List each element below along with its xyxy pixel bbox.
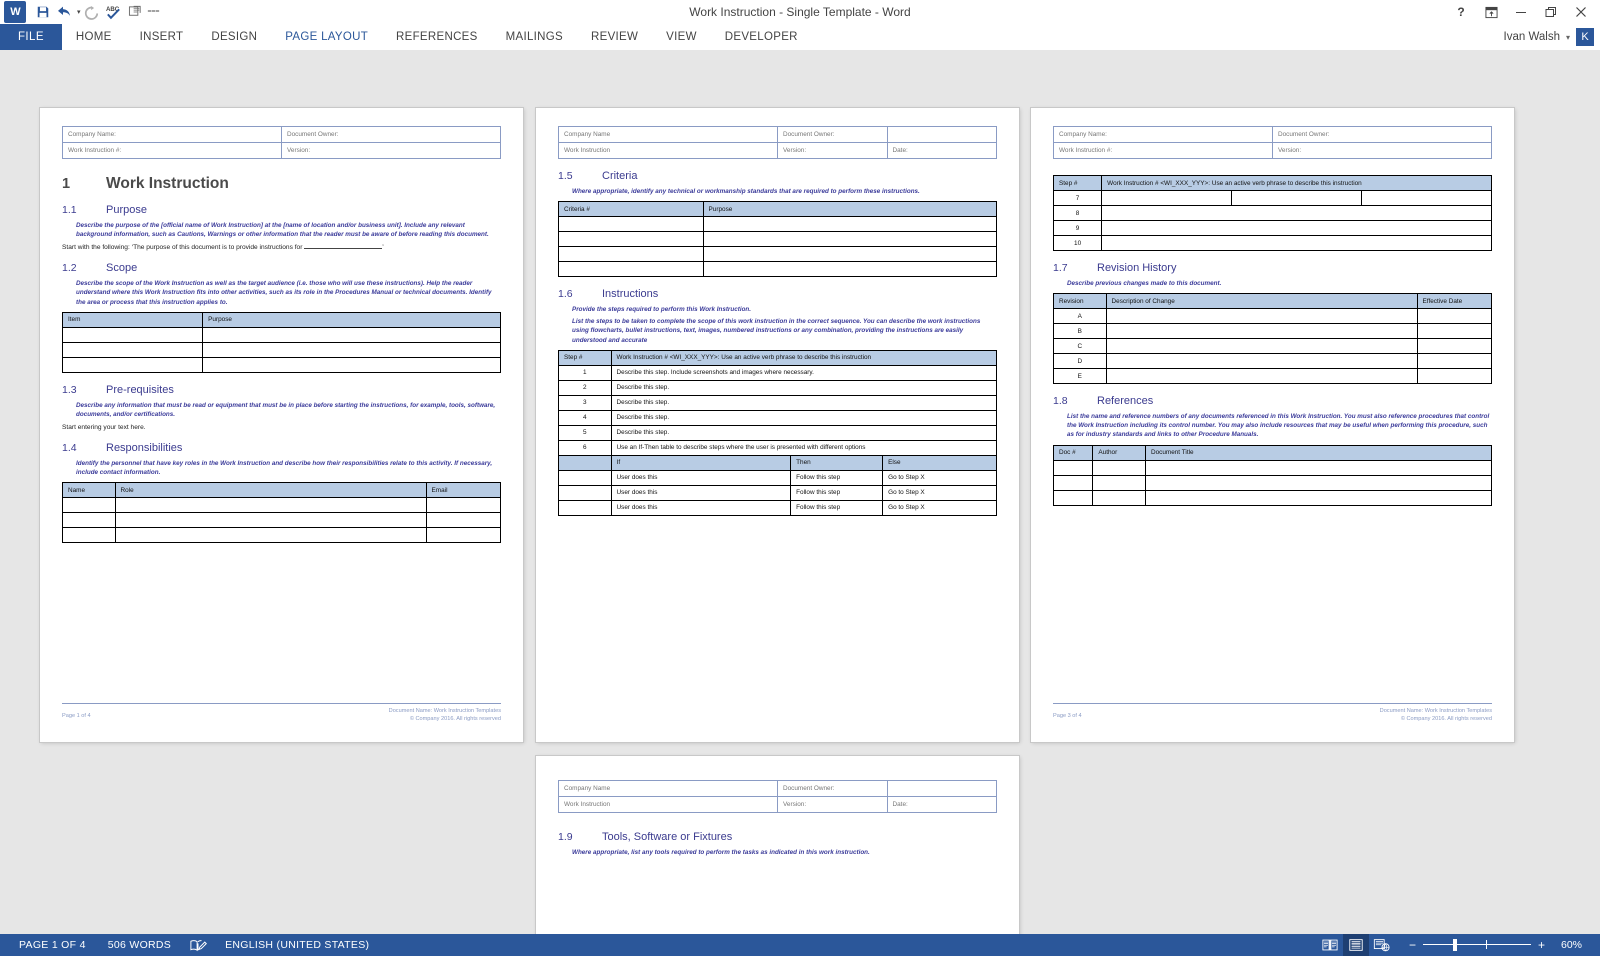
cell[interactable]: [1093, 460, 1146, 475]
heading-text: Pre-requisites: [106, 383, 174, 396]
header-document-owner: Document Owner:: [282, 127, 501, 143]
footer-copyright: © Company 2016. All rights reserved: [1400, 716, 1492, 723]
purpose-body-line: [62, 244, 501, 251]
footer-divider: [62, 703, 501, 704]
cell-step-number[interactable]: 7: [1054, 191, 1102, 206]
web-layout-view-button[interactable]: [1369, 934, 1395, 956]
cell[interactable]: [559, 485, 612, 500]
header-document-owner: Document Owner:: [778, 127, 888, 143]
heading-number: 1.1: [62, 204, 77, 216]
references-table[interactable]: [1053, 445, 1492, 506]
cell-step-text[interactable]: Describe this step.: [611, 410, 996, 425]
cell[interactable]: [1145, 460, 1491, 475]
table-row: [1054, 127, 1492, 143]
table-row[interactable]: [1054, 339, 1492, 354]
table-row[interactable]: [559, 410, 997, 425]
cell[interactable]: [1417, 354, 1491, 369]
document-page-2[interactable]: [536, 108, 1019, 742]
header-blank: [887, 127, 997, 143]
heading-1-1-purpose: [62, 204, 501, 216]
cell[interactable]: [559, 217, 704, 232]
cell-step-number[interactable]: 5: [559, 425, 612, 440]
document-canvas[interactable]: [0, 50, 1600, 856]
cell-step-text[interactable]: Describe this step.: [611, 395, 996, 410]
zoom-out-button[interactable]: −: [1408, 938, 1416, 952]
column-header-revision: Revision: [1054, 294, 1107, 309]
header-version: Version:: [778, 143, 888, 159]
help-button[interactable]: ?: [1457, 5, 1465, 19]
tab-page-layout[interactable]: PAGE LAYOUT: [285, 31, 369, 43]
cell[interactable]: [426, 513, 500, 528]
if-then-else-table[interactable]: [558, 455, 997, 516]
cell[interactable]: [1093, 475, 1146, 490]
cell[interactable]: [1232, 191, 1362, 206]
header-work-instruction: Work Instruction: [559, 797, 778, 813]
cell[interactable]: [115, 498, 426, 513]
cell[interactable]: [1102, 191, 1232, 206]
guidance-text: List the steps to be taken to complete the scope of this work instruction in the correct sequence. You can describe the work instructions using flowcharts, bullet instructions, text, images, numbered instructions or any combination, providing the instructions are easily understood and accurate: [572, 318, 981, 344]
table-row[interactable]: [1054, 490, 1492, 505]
cell-if[interactable]: User does this: [611, 485, 791, 500]
cell[interactable]: [63, 327, 203, 342]
tab-insert[interactable]: INSERT: [139, 31, 184, 43]
user-name-label: Ivan Walsh: [1503, 31, 1560, 43]
cell[interactable]: [1417, 309, 1491, 324]
table-row[interactable]: [1054, 221, 1492, 236]
cell-else[interactable]: Go to Step X: [883, 500, 997, 515]
heading-number: 1.3: [62, 383, 77, 396]
cell[interactable]: [1417, 369, 1491, 384]
header-blank: [887, 781, 997, 797]
page1-footer: [62, 703, 501, 724]
cell[interactable]: [1106, 354, 1417, 369]
footer-page-number: Page 1 of 4: [62, 712, 91, 719]
guidance-text: Where appropriate, list any tools required to perform the tasks as indicated in this work instruction.: [572, 849, 870, 856]
footer-document-info: [389, 707, 501, 724]
status-bar: [0, 934, 1600, 956]
header-company-name: Company Name: [559, 781, 778, 797]
column-header-step-number: Step #: [1054, 176, 1102, 191]
heading-text: References: [1097, 395, 1154, 408]
table-row[interactable]: [63, 513, 501, 528]
cell[interactable]: [1102, 221, 1492, 236]
cell-if[interactable]: User does this: [611, 470, 791, 485]
heading-1-7-revision-history: [1053, 262, 1492, 274]
cell-then[interactable]: Follow this step: [791, 470, 883, 485]
table-header-row: [559, 350, 997, 365]
header-company-name: Company Name:: [63, 127, 282, 143]
cell[interactable]: [1102, 206, 1492, 221]
cell[interactable]: [559, 470, 612, 485]
guidance-text: Provide the steps required to perform this Work Instruction.: [572, 306, 752, 314]
column-header-role: Role: [115, 483, 426, 498]
heading-text: Responsibilities: [106, 441, 183, 454]
table-header-row: [63, 312, 501, 327]
column-header-item: Item: [63, 312, 203, 327]
table-row[interactable]: [559, 247, 997, 262]
header-wi-number: Work Instruction #:: [63, 143, 282, 159]
cell[interactable]: [1145, 490, 1491, 505]
footer-divider: [1053, 703, 1492, 704]
cell[interactable]: [63, 357, 203, 372]
table-row[interactable]: [559, 485, 997, 500]
window-title: Work Instruction - Single Template - Word: [689, 5, 911, 19]
table-row[interactable]: [63, 357, 501, 372]
heading-1-5-criteria: [558, 170, 997, 182]
table-row[interactable]: [559, 395, 997, 410]
header-date: Date:: [887, 797, 997, 813]
purpose-body-prefix: Start with the following: ‘The purpose of this document is to provide instructions for: [62, 244, 305, 252]
heading-text: Criteria: [602, 170, 638, 182]
table-row[interactable]: [559, 470, 997, 485]
cell-step-number[interactable]: 3: [559, 395, 612, 410]
column-header-blank: [559, 455, 612, 470]
heading-number: 1.2: [62, 262, 77, 275]
heading-text: Tools, Software or Fixtures: [602, 831, 733, 843]
cell-revision[interactable]: C: [1054, 339, 1107, 354]
pre-requisites-body: Start entering your text here.: [62, 423, 146, 431]
purpose-body-suffix: ’: [382, 244, 384, 252]
chevron-down-icon[interactable]: ▾: [1565, 32, 1570, 42]
table-row[interactable]: [559, 425, 997, 440]
column-header-instruction: Work Instruction # <WI_XXX_YYY>: Use an active verb phrase to describe this instruction: [611, 350, 996, 365]
heading-number: 1.5: [558, 170, 573, 182]
cell-step-number[interactable]: 6: [559, 440, 612, 455]
document-page-3[interactable]: [1031, 108, 1514, 742]
header-version: Version:: [1273, 143, 1492, 159]
table-row[interactable]: [1054, 206, 1492, 221]
instructions-steps-continued-table[interactable]: [1053, 175, 1492, 251]
zoom-level-label[interactable]: 60%: [1560, 939, 1582, 951]
heading-text: Work Instruction: [106, 175, 229, 192]
column-header-if: If: [611, 455, 791, 470]
cell[interactable]: [115, 528, 426, 543]
table-row[interactable]: [559, 217, 997, 232]
tab-design[interactable]: DESIGN: [211, 31, 258, 43]
tab-review[interactable]: REVIEW: [591, 31, 639, 43]
table-row: [559, 127, 997, 143]
table-row[interactable]: [1054, 475, 1492, 490]
column-header-email: Email: [426, 483, 500, 498]
cell[interactable]: [63, 513, 116, 528]
cell-step-number[interactable]: 4: [559, 410, 612, 425]
svg-text:ABC: ABC: [105, 6, 120, 14]
column-header-criteria-number: Criteria #: [559, 202, 704, 217]
heading-number: 1.4: [62, 441, 77, 454]
zoom-slider[interactable]: [1423, 939, 1531, 951]
column-header-description-of-change: Description of Change: [1106, 294, 1417, 309]
account-area[interactable]: [1504, 24, 1594, 50]
cell[interactable]: [63, 498, 116, 513]
cell[interactable]: [703, 232, 996, 247]
table-header-row: [63, 483, 501, 498]
undo-dropdown-icon[interactable]: ▾: [77, 9, 81, 16]
proofing-errors-icon[interactable]: [182, 939, 214, 952]
column-header-else: Else: [883, 455, 997, 470]
cell-revision[interactable]: B: [1054, 324, 1107, 339]
cell[interactable]: [559, 232, 704, 247]
title-bar: [0, 0, 1600, 24]
cell[interactable]: [1054, 475, 1093, 490]
page4-header-table: [558, 780, 997, 813]
header-date: Date:: [887, 143, 997, 159]
table-row[interactable]: [1054, 460, 1492, 475]
tab-references[interactable]: REFERENCES: [396, 31, 478, 43]
header-work-instruction: Work Instruction: [559, 143, 778, 159]
column-header-then: Then: [791, 455, 883, 470]
heading-number: 1: [62, 176, 71, 192]
cell[interactable]: [203, 342, 501, 357]
cell[interactable]: [1362, 191, 1492, 206]
instructions-steps-table[interactable]: [558, 350, 997, 456]
zoom-control[interactable]: [1395, 939, 1590, 951]
word-logo-icon: W: [4, 1, 26, 23]
guidance-text: Describe the scope of the Work Instruction as well as the target audience (i.e. those who will use these instructions). Help the reader understand where this Work Instruction fits into other activities, such as its role in the Procedures Manual or technical documents. Identify the area or process that this instruction applies to.: [76, 280, 492, 306]
table-row[interactable]: [1054, 309, 1492, 324]
heading-1-8-references: [1053, 395, 1492, 407]
cell[interactable]: [63, 342, 203, 357]
table-row: [63, 143, 501, 159]
header-wi-number: Work Instruction #:: [1054, 143, 1273, 159]
tab-developer[interactable]: DEVELOPER: [724, 31, 798, 43]
cell-step-number[interactable]: 2: [559, 380, 612, 395]
heading-1-3-pre-requisites: [62, 384, 501, 396]
table-row: [63, 127, 501, 143]
cell-if[interactable]: User does this: [611, 500, 791, 515]
window-controls: [1446, 0, 1596, 24]
cell[interactable]: [1106, 309, 1417, 324]
guidance-text: Describe any information that must be read or equipment that must be in place before starting the instructions, for example, tools, software, documents, and/or certifications.: [76, 401, 496, 418]
read-mode-view-button[interactable]: [1317, 934, 1343, 956]
tab-home[interactable]: HOME: [75, 31, 112, 43]
column-header-effective-date: Effective Date: [1417, 294, 1491, 309]
heading-1-2-scope: [62, 262, 501, 274]
header-company-name: Company Name: [559, 127, 778, 143]
word-count[interactable]: 506 WORDS: [107, 939, 172, 951]
criteria-table[interactable]: [558, 201, 997, 277]
zoom-in-button[interactable]: +: [1537, 938, 1545, 952]
cell-revision[interactable]: A: [1054, 309, 1107, 324]
table-row[interactable]: [559, 500, 997, 515]
cell[interactable]: [703, 217, 996, 232]
footer-document-name: Document Name: Work Instruction Templates: [1379, 707, 1492, 714]
cell-then[interactable]: Follow this step: [791, 500, 883, 515]
responsibilities-table[interactable]: [62, 482, 501, 543]
guidance-text: Identify the personnel that have key roles in the Work Instruction and describe how their responsibilities relate to this activity. If necessary, include contact information.: [76, 459, 493, 476]
revision-history-table[interactable]: [1053, 293, 1492, 384]
table-row[interactable]: [559, 262, 997, 277]
heading-text: Instructions: [602, 288, 659, 301]
cell[interactable]: [1417, 339, 1491, 354]
column-header-purpose: Purpose: [203, 312, 501, 327]
table-row[interactable]: [63, 327, 501, 342]
table-row[interactable]: [1054, 324, 1492, 339]
cell-step-text[interactable]: Describe this step.: [611, 380, 996, 395]
language-indicator[interactable]: ENGLISH (UNITED STATES): [225, 939, 370, 951]
column-header-purpose: Purpose: [703, 202, 996, 217]
table-row: [559, 781, 997, 797]
heading-number: 1.9: [558, 831, 573, 843]
heading-1-6-instructions: [558, 288, 997, 300]
guidance-text: Where appropriate, identify any technical or workmanship standards that are required to perform these instructions.: [572, 188, 920, 195]
close-button[interactable]: [1566, 0, 1596, 24]
table-header-row: [559, 202, 997, 217]
heading-text: Purpose: [106, 204, 147, 216]
zoom-slider-midpoint-tick: [1486, 940, 1487, 949]
footer-document-name: Document Name: Work Instruction Templates: [388, 707, 501, 714]
header-document-owner: Document Owner:: [778, 781, 888, 797]
cell[interactable]: [1145, 475, 1491, 490]
heading-1-work-instruction: [62, 175, 501, 193]
ribbon-tab-bar: [0, 24, 1600, 50]
ribbon-display-options-button[interactable]: [1476, 0, 1506, 24]
cell[interactable]: [203, 357, 501, 372]
print-layout-view-button[interactable]: [1343, 934, 1369, 956]
guidance-text: Describe the purpose of the [official name of Work Instruction] at the [name of location and/or business unit]. Include any relevant background information, such as Cautions, Warnings or other information that the reader must be aware of before reading this document.: [76, 222, 489, 239]
cell-revision[interactable]: E: [1054, 369, 1107, 384]
cell-step-number[interactable]: 9: [1054, 221, 1102, 236]
zoom-slider-thumb[interactable]: [1453, 939, 1457, 951]
tab-view[interactable]: VIEW: [666, 31, 697, 43]
table-row[interactable]: [1054, 354, 1492, 369]
page1-header-table: [62, 126, 501, 159]
customize-qat-icon[interactable]: ⩶: [147, 8, 160, 15]
heading-number: 1.8: [1053, 395, 1068, 408]
table-header-row: [559, 455, 997, 470]
column-header-author: Author: [1093, 445, 1146, 460]
table-header-row: [1054, 445, 1492, 460]
cell[interactable]: [1102, 236, 1492, 251]
cell[interactable]: [1417, 324, 1491, 339]
table-row[interactable]: [63, 342, 501, 357]
heading-number: 1.6: [558, 288, 573, 301]
cell-step-text[interactable]: Describe this step.: [611, 425, 996, 440]
cell[interactable]: [559, 500, 612, 515]
cell-revision[interactable]: D: [1054, 354, 1107, 369]
cell[interactable]: [1054, 460, 1093, 475]
cell[interactable]: [426, 528, 500, 543]
restore-button[interactable]: [1536, 0, 1566, 24]
column-header-document-title: Document Title: [1145, 445, 1491, 460]
table-row[interactable]: [63, 498, 501, 513]
cell[interactable]: [63, 528, 116, 543]
column-header-name: Name: [63, 483, 116, 498]
page-indicator[interactable]: PAGE 1 OF 4: [19, 939, 86, 951]
table-row: [559, 143, 997, 159]
cell-step-number[interactable]: 8: [1054, 206, 1102, 221]
heading-1-4-responsibilities: [62, 442, 501, 454]
column-header-instruction: Work Instruction # <WI_XXX_YYY>: Use an active verb phrase to describe this instruction: [1102, 176, 1492, 191]
cell[interactable]: [703, 262, 996, 277]
cell[interactable]: [426, 498, 500, 513]
table-row[interactable]: [559, 380, 997, 395]
minimize-button[interactable]: [1506, 0, 1536, 24]
table-row[interactable]: [559, 365, 997, 380]
guidance-text: Describe previous changes made to this document.: [1067, 280, 1222, 287]
cell[interactable]: [559, 262, 704, 277]
footer-page-number: Page 3 of 4: [1053, 712, 1082, 719]
cell[interactable]: [115, 513, 426, 528]
status-bar-left: [0, 939, 380, 952]
cell-then[interactable]: Follow this step: [791, 485, 883, 500]
ribbon-tabs: [0, 24, 1600, 50]
cell[interactable]: [203, 327, 501, 342]
cell-step-text[interactable]: Use an If-Then table to describe steps where the user is presented with different options: [611, 440, 996, 455]
heading-1-9-tools-software-or-fixtures: [558, 831, 997, 843]
cell-step-text[interactable]: Describe this step. Include screenshots and images where necessary.: [611, 365, 996, 380]
page3-footer: [1053, 703, 1492, 724]
table-row[interactable]: [559, 232, 997, 247]
heading-text: Scope: [106, 262, 138, 275]
cell-else[interactable]: Go to Step X: [883, 485, 997, 500]
header-company-name: Company Name:: [1054, 127, 1273, 143]
table-header-row: [1054, 176, 1492, 191]
cell[interactable]: [1106, 324, 1417, 339]
tab-mailings[interactable]: MAILINGS: [505, 31, 563, 43]
guidance-text: List the name and reference numbers of any documents referenced in this Work Instruction. You must also reference procedures that control the Work Instruction including its control number. You may also include resources that may be useful when performing this procedure, such as for industry standards and links to other Procedure Manuals.: [1067, 413, 1490, 439]
cell[interactable]: [1106, 339, 1417, 354]
table-row[interactable]: [1054, 191, 1492, 206]
cell[interactable]: [1093, 490, 1146, 505]
cell-step-number[interactable]: 10: [1054, 236, 1102, 251]
cell[interactable]: [1106, 369, 1417, 384]
table-row: [559, 797, 997, 813]
avatar[interactable]: K: [1576, 28, 1594, 46]
table-row[interactable]: [1054, 369, 1492, 384]
footer-copyright: © Company 2016. All rights reserved: [409, 716, 501, 723]
document-page-1[interactable]: [40, 108, 523, 742]
footer-document-info: [1380, 707, 1492, 724]
header-version: Version:: [778, 797, 888, 813]
table-header-row: [1054, 294, 1492, 309]
zoom-slider-track: [1423, 944, 1531, 945]
table-row: [1054, 143, 1492, 159]
page3-header-table: [1053, 126, 1492, 159]
cell[interactable]: [703, 247, 996, 262]
table-row[interactable]: [1054, 236, 1492, 251]
header-version: Version:: [282, 143, 501, 159]
header-document-owner: Document Owner:: [1273, 127, 1492, 143]
cell-step-number[interactable]: 1: [559, 365, 612, 380]
fill-in-blank[interactable]: [304, 248, 382, 249]
cell[interactable]: [1054, 490, 1093, 505]
cell[interactable]: [559, 247, 704, 262]
tab-file[interactable]: FILE: [0, 24, 62, 50]
table-row[interactable]: [63, 528, 501, 543]
column-header-doc-number: Doc #: [1054, 445, 1093, 460]
cell-else[interactable]: Go to Step X: [883, 470, 997, 485]
status-bar-right: [1317, 934, 1600, 956]
scope-table[interactable]: [62, 312, 501, 373]
heading-text: Revision History: [1097, 262, 1177, 274]
heading-number: 1.7: [1053, 262, 1068, 274]
column-header-step-number: Step #: [559, 350, 612, 365]
table-row[interactable]: [559, 440, 997, 455]
page2-header-table: [558, 126, 997, 159]
document-page-4[interactable]: [536, 756, 1019, 956]
